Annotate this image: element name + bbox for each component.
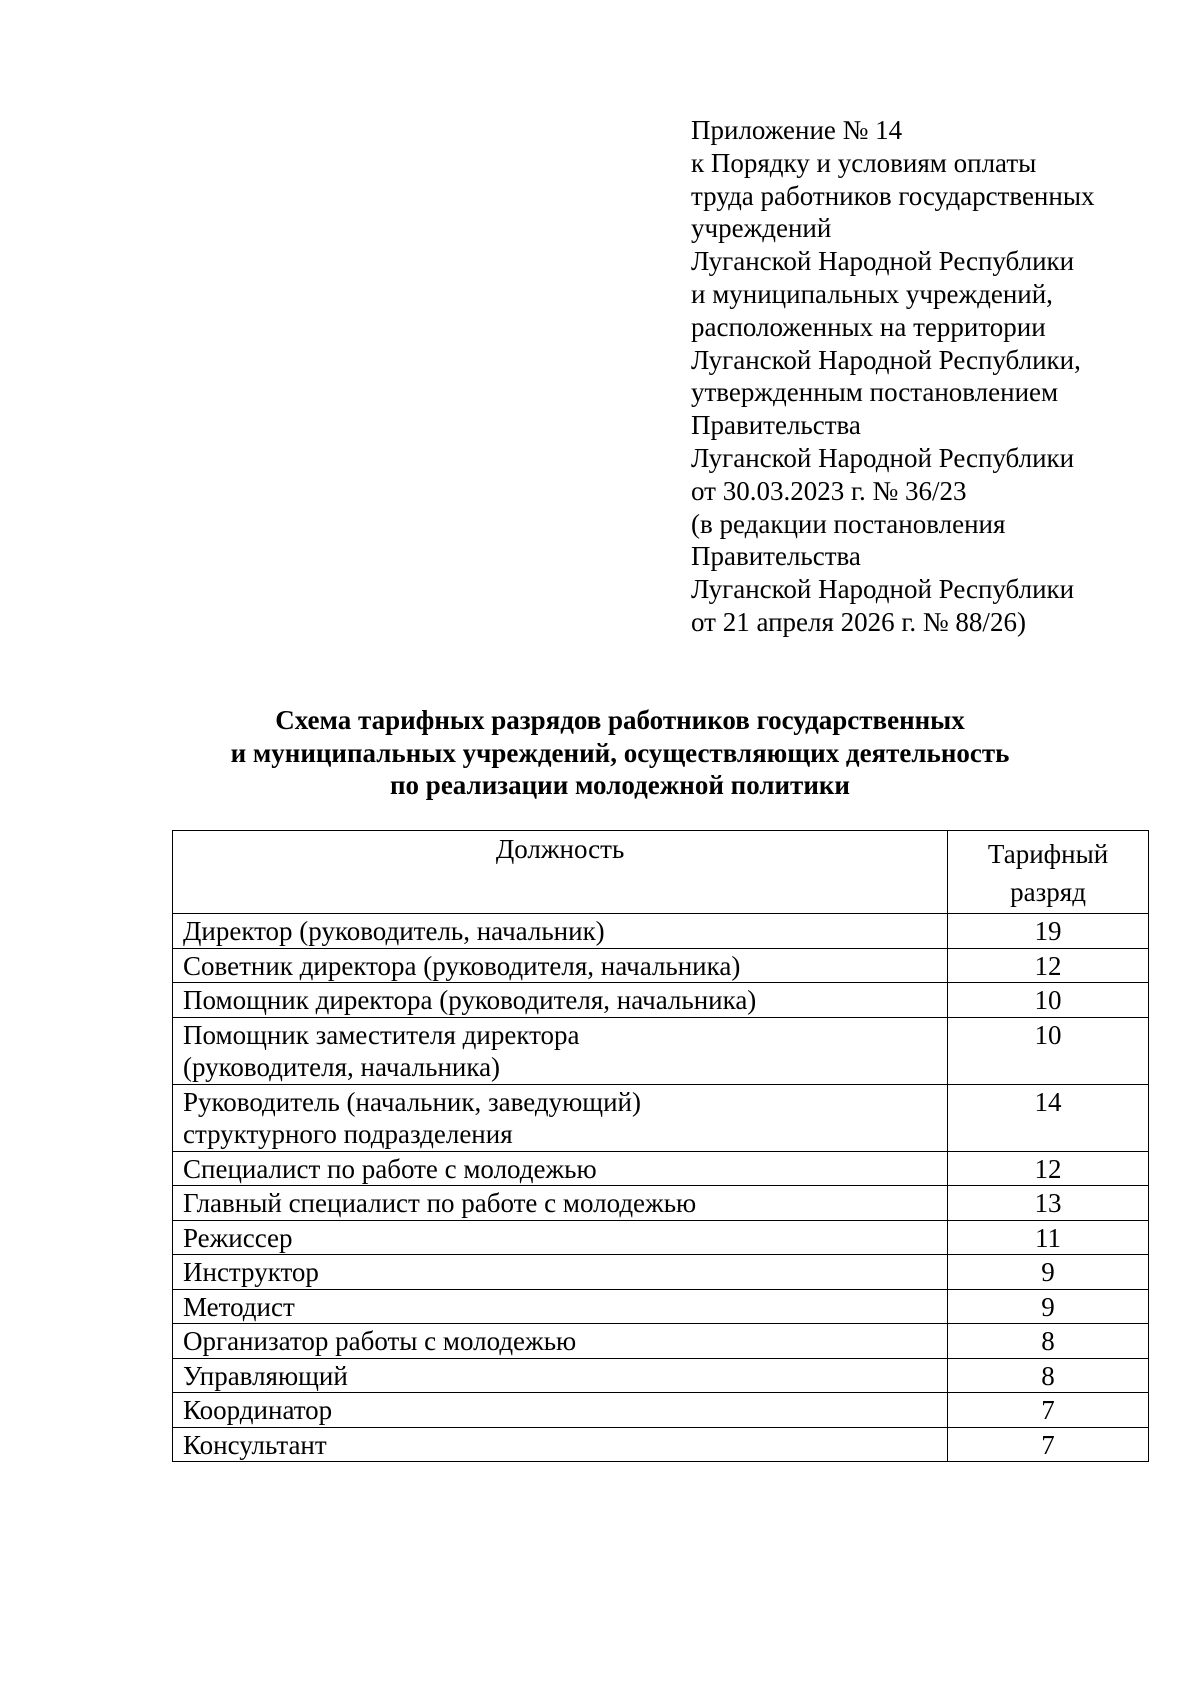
appendix-line: от 21 апреля 2026 г. № 88/26) <box>691 606 1026 637</box>
position-cell <box>173 1255 948 1290</box>
table-row <box>173 1151 1149 1186</box>
header-row <box>173 831 1149 914</box>
position-line: Советник директора (руководителя, начальника) <box>183 950 741 981</box>
table-row <box>173 983 1149 1018</box>
position-cell <box>173 1427 948 1462</box>
header-grade-line2: разряд <box>1010 877 1086 907</box>
appendix-line: Правительства <box>691 541 861 572</box>
table-row <box>173 1427 1149 1462</box>
position-line: Режиссер <box>183 1222 293 1253</box>
position-cell <box>173 914 948 949</box>
title-line: и муниципальных учреждений, осуществляющих деятельность <box>230 737 1010 768</box>
tariff-grades-table <box>172 830 1149 1462</box>
grade-cell: 8 <box>948 1324 1149 1359</box>
appendix-line: Луганской Народной Республики <box>691 574 1075 605</box>
position-line: Помощник директора (руководителя, начальника) <box>183 985 757 1015</box>
table-header <box>173 831 1149 914</box>
table-row <box>173 1017 1149 1084</box>
position-cell <box>173 1017 948 1084</box>
grade-cell: 9 <box>948 1289 1149 1324</box>
table-row <box>173 914 1149 949</box>
appendix-block <box>691 114 1171 639</box>
grade-cell: 8 <box>948 1358 1149 1393</box>
position-cell <box>173 1324 948 1359</box>
appendix-line: Луганской Народной Республики, <box>691 344 1081 375</box>
table-body <box>173 914 1149 1462</box>
appendix-line: Луганской Народной Республики <box>691 246 1075 277</box>
position-cell <box>173 1393 948 1428</box>
position-cell <box>173 1186 948 1221</box>
table-row <box>173 948 1149 983</box>
grade-cell: 13 <box>948 1186 1149 1221</box>
table-row <box>173 1084 1149 1151</box>
position-line: Инструктор <box>183 1257 319 1287</box>
position-line: (руководителя, начальника) <box>183 1052 501 1082</box>
appendix-line: Луганской Народной Республики <box>691 442 1075 473</box>
appendix-line: (в редакции постановления <box>691 508 1006 539</box>
position-cell <box>173 1289 948 1324</box>
position-line: Руководитель (начальник, заведующий) <box>183 1086 641 1117</box>
appendix-line: Правительства <box>691 410 861 441</box>
position-line: Помощник заместителя директора <box>183 1019 580 1050</box>
appendix-line: труда работников государственных <box>691 180 1095 211</box>
appendix-line: Приложение № 14 <box>691 115 903 145</box>
grade-cell: 12 <box>948 948 1149 983</box>
table-row <box>173 1220 1149 1255</box>
position-line: Директор (руководитель, начальник) <box>183 916 605 946</box>
header-grade <box>948 831 1149 914</box>
position-line: Управляющий <box>183 1360 348 1391</box>
appendix-line: расположенных на территории <box>691 311 1046 342</box>
title-line: Схема тарифных разрядов работников государственных <box>275 705 965 735</box>
position-cell <box>173 1220 948 1255</box>
position-cell <box>173 1151 948 1186</box>
position-line: Методист <box>183 1291 295 1322</box>
table-row <box>173 1358 1149 1393</box>
grade-cell: 12 <box>948 1151 1149 1186</box>
position-line: Координатор <box>183 1395 333 1425</box>
grade-cell: 9 <box>948 1255 1149 1290</box>
title-line: по реализации молодежной политики <box>390 770 850 800</box>
position-line: Организатор работы с молодежью <box>183 1326 577 1356</box>
grade-cell: 10 <box>948 1017 1149 1084</box>
appendix-line: утвержденным постановлением <box>691 377 1059 408</box>
appendix-line: и муниципальных учреждений, <box>691 278 1053 309</box>
position-cell <box>173 1084 948 1151</box>
grade-cell: 7 <box>948 1427 1149 1462</box>
appendix-line: учреждений <box>691 213 832 244</box>
position-cell <box>173 983 948 1018</box>
grade-cell: 14 <box>948 1084 1149 1151</box>
table-row <box>173 1186 1149 1221</box>
table-row <box>173 1255 1149 1290</box>
header-position: Должность <box>173 831 948 914</box>
table-row <box>173 1324 1149 1359</box>
position-line: Специалист по работе с молодежью <box>183 1153 597 1184</box>
table-row <box>173 1393 1149 1428</box>
grade-cell: 10 <box>948 983 1149 1018</box>
document-title <box>120 704 1120 802</box>
grade-cell: 19 <box>948 914 1149 949</box>
grade-cell: 7 <box>948 1393 1149 1428</box>
position-line: структурного подразделения <box>183 1119 513 1149</box>
appendix-line: от 30.03.2023 г. № 36/23 <box>691 475 967 506</box>
appendix-line: к Порядку и условиям оплаты <box>691 147 1037 178</box>
table-row <box>173 1289 1149 1324</box>
position-cell <box>173 948 948 983</box>
position-cell <box>173 1358 948 1393</box>
position-line: Главный специалист по работе с молодежью <box>183 1188 697 1218</box>
header-grade-line1: Тарифный <box>987 839 1109 869</box>
grade-cell: 11 <box>948 1220 1149 1255</box>
position-line: Консультант <box>183 1429 327 1460</box>
